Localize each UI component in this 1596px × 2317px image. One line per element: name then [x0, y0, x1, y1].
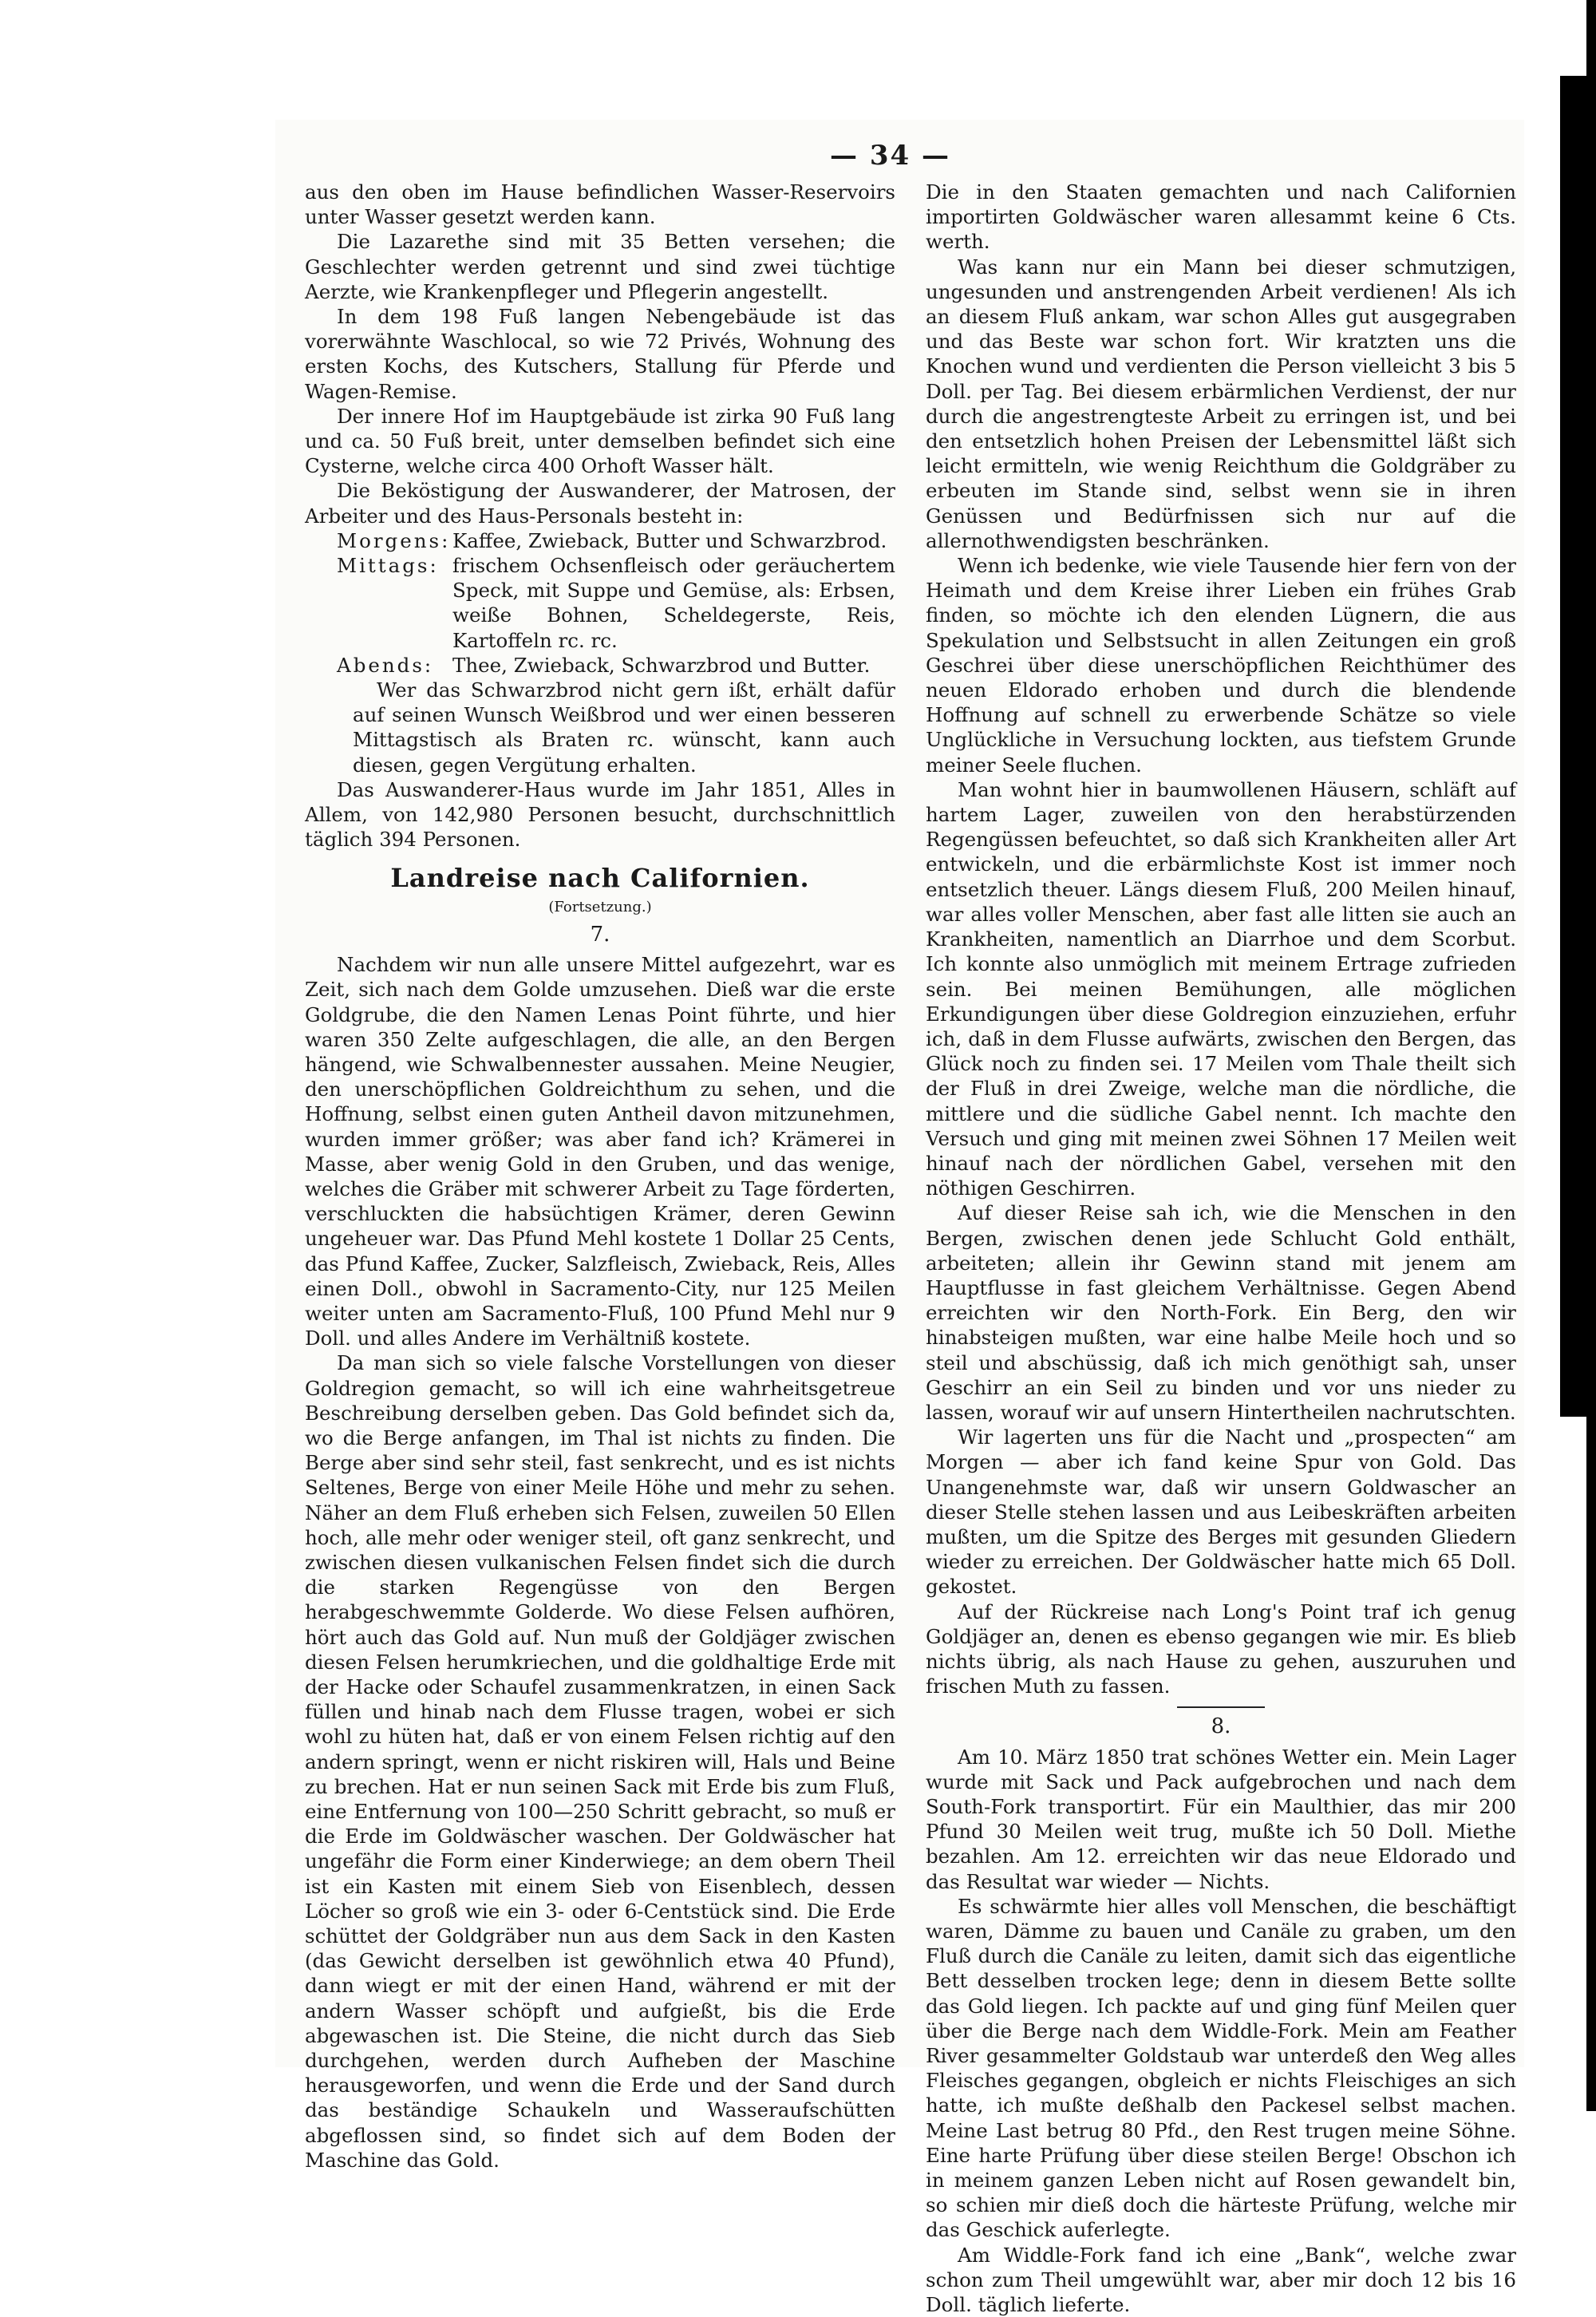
meal-text: Kaffee, Zwieback, Butter und Schwarzbrod.: [452, 528, 887, 552]
scan-border-top: [0, 0, 1596, 76]
paragraph: aus den oben im Hause befindlichen Wasser-Reservoirs unter Wasser gesetzt werden kann.: [305, 180, 895, 229]
article-subheading: (Fortsetzung.): [548, 898, 652, 915]
section-divider: [1177, 1706, 1265, 1708]
section-number: 8.: [1211, 1714, 1231, 1739]
paragraph: Wir lagerten uns für die Nacht und „prospecten“ am Morgen — aber ich fand keine Spur von Gold. Das Unangenehmste war, daß wir unsern Goldwascher an dieser Stelle stehen lassen und aus Leibeskräften arbeiten mußten, um die Spitze des Berges mit gesunden Gliedern wieder zu erreichen. Der Goldwäscher hatte mich 65 Doll. gekostet.: [926, 1425, 1516, 1599]
meal-label: Abends:: [337, 653, 434, 677]
paragraph: Am 10. März 1850 trat schönes Wetter ein. Mein Lager wurde mit Sack und Pack aufgebrochen und nach dem South-Fork transportirt. Für ein Maulthier, das mir 200 Pfund 30 Meilen weit trug, mußte ich 50 Doll. Miethe bezahlen. Am 12. erreichten wir das neue Eldorado und das Resultat war wieder — Nichts.: [926, 1745, 1516, 1893]
paragraph-note: Wer das Schwarzbrod nicht gern ißt, erhält dafür auf seinen Wunsch Weißbrod und wer einen besseren Mittagstisch als Braten rc. wünscht, kann auch diesen, gegen Vergütung erhalten.: [353, 678, 895, 777]
article-heading: Landreise nach Californien.: [390, 863, 810, 894]
meal-row-evening: [305, 653, 895, 678]
page-number: — 34 —: [830, 140, 950, 172]
meal-text: Thee, Zwieback, Schwarzbrod und Butter.: [452, 653, 871, 677]
meal-row-midday: [305, 553, 895, 653]
left-column: [305, 180, 895, 2173]
paragraph: In dem 198 Fuß langen Nebengebäude ist das vorerwähnte Waschlocal, so wie 72 Privés, Wohnung des ersten Kochs, des Kutschers, Stallung für Pferde und Wagen-Remise.: [305, 305, 895, 403]
scan-border-right-inner: [1560, 76, 1596, 1417]
right-column: [926, 180, 1516, 2317]
paragraph: Wenn ich bedenke, wie viele Tausende hier fern von der Heimath und dem Kreise ihrer Lieben ein frühes Grab finden, so möchte ich den elenden Lügnern, die aus Spekulation und Selbstsucht in allen Zeitungen ein groß Geschrei über diese unerschöpflichen Reichthümer des neuen Eldorado erhoben und durch die blendende Hoffnung auf schnell zu erwerbende Schätze so viele Unglückliche in Versuchung lockten, aus tiefstem Grunde meiner Seele fluchen.: [926, 554, 1516, 777]
paragraph: Was kann nur ein Mann bei dieser schmutzigen, ungesunden und anstrengenden Arbeit verdienen! Als ich an diesem Fluß ankam, war schon Alles gut ausgegraben und das Beste war schon fort. Wir kratzten uns die Knochen wund und verdienten die Person vielleicht 3 bis 5 Doll. per Tag. Bei diesem erbärmlichen Verdienst, der nur durch die angestrengteste Arbeit zu erringen ist, und bei den entsetzlich hohen Preisen der Lebensmittel läßt sich leicht ermitteln, wie wenig Reichthum die Goldgräber zu erbeuten im Stande sind, selbst wenn sie in ihren Genüssen und Bedürfnissen sich nur auf die allernothwendigsten beschränken.: [926, 255, 1516, 552]
section-number: 7.: [590, 922, 610, 947]
meal-label: Morgens:: [337, 528, 451, 552]
paragraph: Nachdem wir nun alle unsere Mittel aufgezehrt, war es Zeit, sich nach dem Golde umzusehen. Dieß war die erste Goldgrube, die den Namen Lenas Point führte, und hier waren 350 Zelte aufgeschlagen, die alle, an den Bergen hängend, wie Schwalbennester aussahen. Meine Neugier, den unerschöpflichen Goldreichthum zu sehen, und die Hoffnung, selbst einen guten Antheil davon mitzunehmen, wurden immer größer; was aber fand ich? Krämerei in Masse, aber wenig Gold in den Gruben, und das wenige, welches die Gräber mit schwerer Arbeit zu Tage förderten, verschluckten die habsüchtigen Krämer, deren Gewinn ungeheuer war. Das Pfund Mehl kostete 1 Dollar 25 Cents, das Pfund Kaffee, Zucker, Salzfleisch, Zwieback, Reis, Alles einen Doll., obwohl in Sacramento-City, nur 125 Meilen weiter unten am Sacramento-Fluß, 100 Pfund Mehl nur 9 Doll. und alles Andere im Verhältniß kostete.: [305, 953, 895, 1350]
paragraph: Die in den Staaten gemachten und nach Californien importirten Goldwäscher waren allesammt keine 6 Cts. werth.: [926, 180, 1516, 254]
paragraph: Man wohnt hier in baumwollenen Häusern, schläft auf hartem Lager, zuweilen von den herabstürzenden Regengüssen befeuchtet, so daß sich Krankheiten aller Art entwickeln, und die erbärmlichste Kost ist immer noch entsetzlich theuer. Längs diesem Fluß, 200 Meilen hinauf, war alles voller Menschen, aber fast alle litten sie auch an Krankheiten, namentlich an Diarrhoe und dem Scorbut. Ich konnte also unmöglich mit meinem Ertrage zufrieden sein. Bei meinen Bemühungen, alle möglichen Erkundigungen über diese Goldregion einzuziehen, erfuhr ich, daß in dem Flusse aufwärts, zwischen den Bergen, das Glück noch zu finden sei. 17 Meilen vom Thale theilt sich der Fluß in drei Zweige, welche man die nördliche, die mittlere und die südliche Gabel nennt. Ich machte den Versuch und ging mit meinen zwei Söhnen 17 Meilen weit hinauf nach der nördlichen Gabel, versehen mit den nöthigen Geschirren.: [926, 777, 1516, 1200]
paragraph: Am Widdle-Fork fand ich eine „Bank“, welche zwar schon zum Theil umgewühlt war, aber mir doch 12 bis 16 Doll. täglich lieferte.: [926, 2243, 1516, 2317]
paragraph: Das Auswanderer-Haus wurde im Jahr 1851, Alles in Allem, von 142,980 Personen besucht, durchschnittlich täglich 394 Personen.: [305, 777, 895, 852]
meal-text: frischem Ochsenfleisch oder geräuchertem Speck, mit Suppe und Gemüse, als: Erbsen, weiße Bohnen, Scheldegerste, Reis, Kartoffeln rc. rc.: [452, 554, 895, 652]
paragraph: Die Beköstigung der Auswanderer, der Matrosen, der Arbeiter und des Haus-Personals besteht in:: [305, 479, 895, 528]
paragraph: Es schwärmte hier alles voll Menschen, die beschäftigt waren, Dämme zu bauen und Canäle zu graben, um den Fluß durch die Canäle zu leiten, damit sich das eigentliche Bett desselben trocken lege; denn in diesem Bette sollte das Gold liegen. Ich packte auf und ging fünf Meilen quer über die Berge nach dem Widdle-Fork. Mein am Feather River gesammelter Goldstaub war unterdeß den Weg alles Fleisches gegangen, obgleich er nichts Fleischiges an sich hatte, ich mußte deßhalb den Packesel selbst machen. Meine Last betrug 80 Pfd., den Rest trugen meine Söhne. Eine harte Prüfung über diese steilen Berge! Obschon ich in meinem ganzen Leben nicht auf Rosen gewandelt bin, so schien mir dieß doch die härteste Prüfung, welche mir das Geschick auferlegte.: [926, 1894, 1516, 2242]
paragraph: Die Lazarethe sind mit 35 Betten versehen; die Geschlechter werden getrennt und sind zwei tüchtige Aerzte, wie Krankenpfleger und Pflegerin angestellt.: [305, 230, 895, 303]
paragraph: Da man sich so viele falsche Vorstellungen von dieser Goldregion gemacht, so will ich eine wahrheitsgetreue Beschreibung derselben geben. Das Gold befindet sich da, wo die Berge anfangen, im Thal ist nichts zu finden. Die Berge aber sind sehr steil, fast senkrecht, und es ist nichts Seltenes, Berge von einer Meile Höhe und mehr zu sehen. Näher an dem Fluß erheben sich Felsen, zuweilen 50 Ellen hoch, alle mehr oder weniger steil, oft ganz senkrecht, und zwischen diesen vulkanischen Felsen findet sich die durch die starken Regengüsse von den Bergen herabgeschwemmte Golderde. Wo diese Felsen aufhören, hört auch das Gold auf. Nun muß der Goldjäger zwischen diesen Felsen herumkriechen, und die goldhaltige Erde mit der Hacke oder Schaufel zusammenkratzen, in einen Sack füllen und hinab nach dem Flusse tragen, wobei er sich wohl zu hüten hat, daß er von einem Felsen richtig auf den andern springt, wenn er nicht riskiren will, Hals und Beine zu brechen. Hat er nun seinen Sack mit Erde bis zum Fluß, eine Entfernung von 100—250 Schritt gebracht, so muß er die Erde im Goldwäscher waschen. Der Goldwäscher hat ungefähr die Form einer Kinderwiege; an dem obern Theil ist ein Kasten mit einem Sieb von Eisenblech, dessen Löcher so groß wie ein 3- oder 6-Centstück sind. Die Erde schüttet der Goldgräber nun aus dem Sack in den Kasten (das Gewicht derselben ist gewöhnlich etwa 40 Pfund), dann wiegt er mit der einen Hand, während er mit der andern Wasser schöpft und aufgießt, bis die Erde abgewaschen ist. Die Steine, die nicht durch das Sieb durchgehen, werden durch Aufheben der Maschine herausgeworfen, und wenn die Erde und der Sand durch das beständige Schaukeln und Wasseraufschütten abgeflossen sind, so findet sich auf dem Boden der Maschine das Gold.: [305, 1351, 895, 2172]
meal-label: Mittags:: [337, 554, 439, 578]
paragraph: Auf der Rückreise nach Long's Point traf ich genug Goldjäger an, denen es ebenso gegangen wie mir. Es blieb nichts übrig, als nach Hause zu gehen, auszuruhen und frischen Muth zu fassen.: [926, 1599, 1516, 1698]
meal-row-morning: [305, 528, 895, 553]
paragraph: Der innere Hof im Hauptgebäude ist zirka 90 Fuß lang und ca. 50 Fuß breit, unter demselben befindet sich eine Cysterne, welche circa 400 Orhoft Wasser hält.: [305, 404, 895, 478]
paragraph: Auf dieser Reise sah ich, wie die Menschen in den Bergen, zwischen denen jede Schlucht Gold enthält, arbeiteten; allein ihr Gewinn stand mit jenem am Hauptflusse in fast gleichem Verhältnisse. Gegen Abend erreichten wir den North-Fork. Ein Berg, den wir hinabsteigen mußten, war eine halbe Meile hoch und so steil und abschüssig, daß ich mich genöthigt sah, unser Geschirr an ein Seil zu binden und vor uns nieder zu lassen, worauf wir auf unsern Hintertheilen nachrutschten.: [926, 1201, 1516, 1424]
